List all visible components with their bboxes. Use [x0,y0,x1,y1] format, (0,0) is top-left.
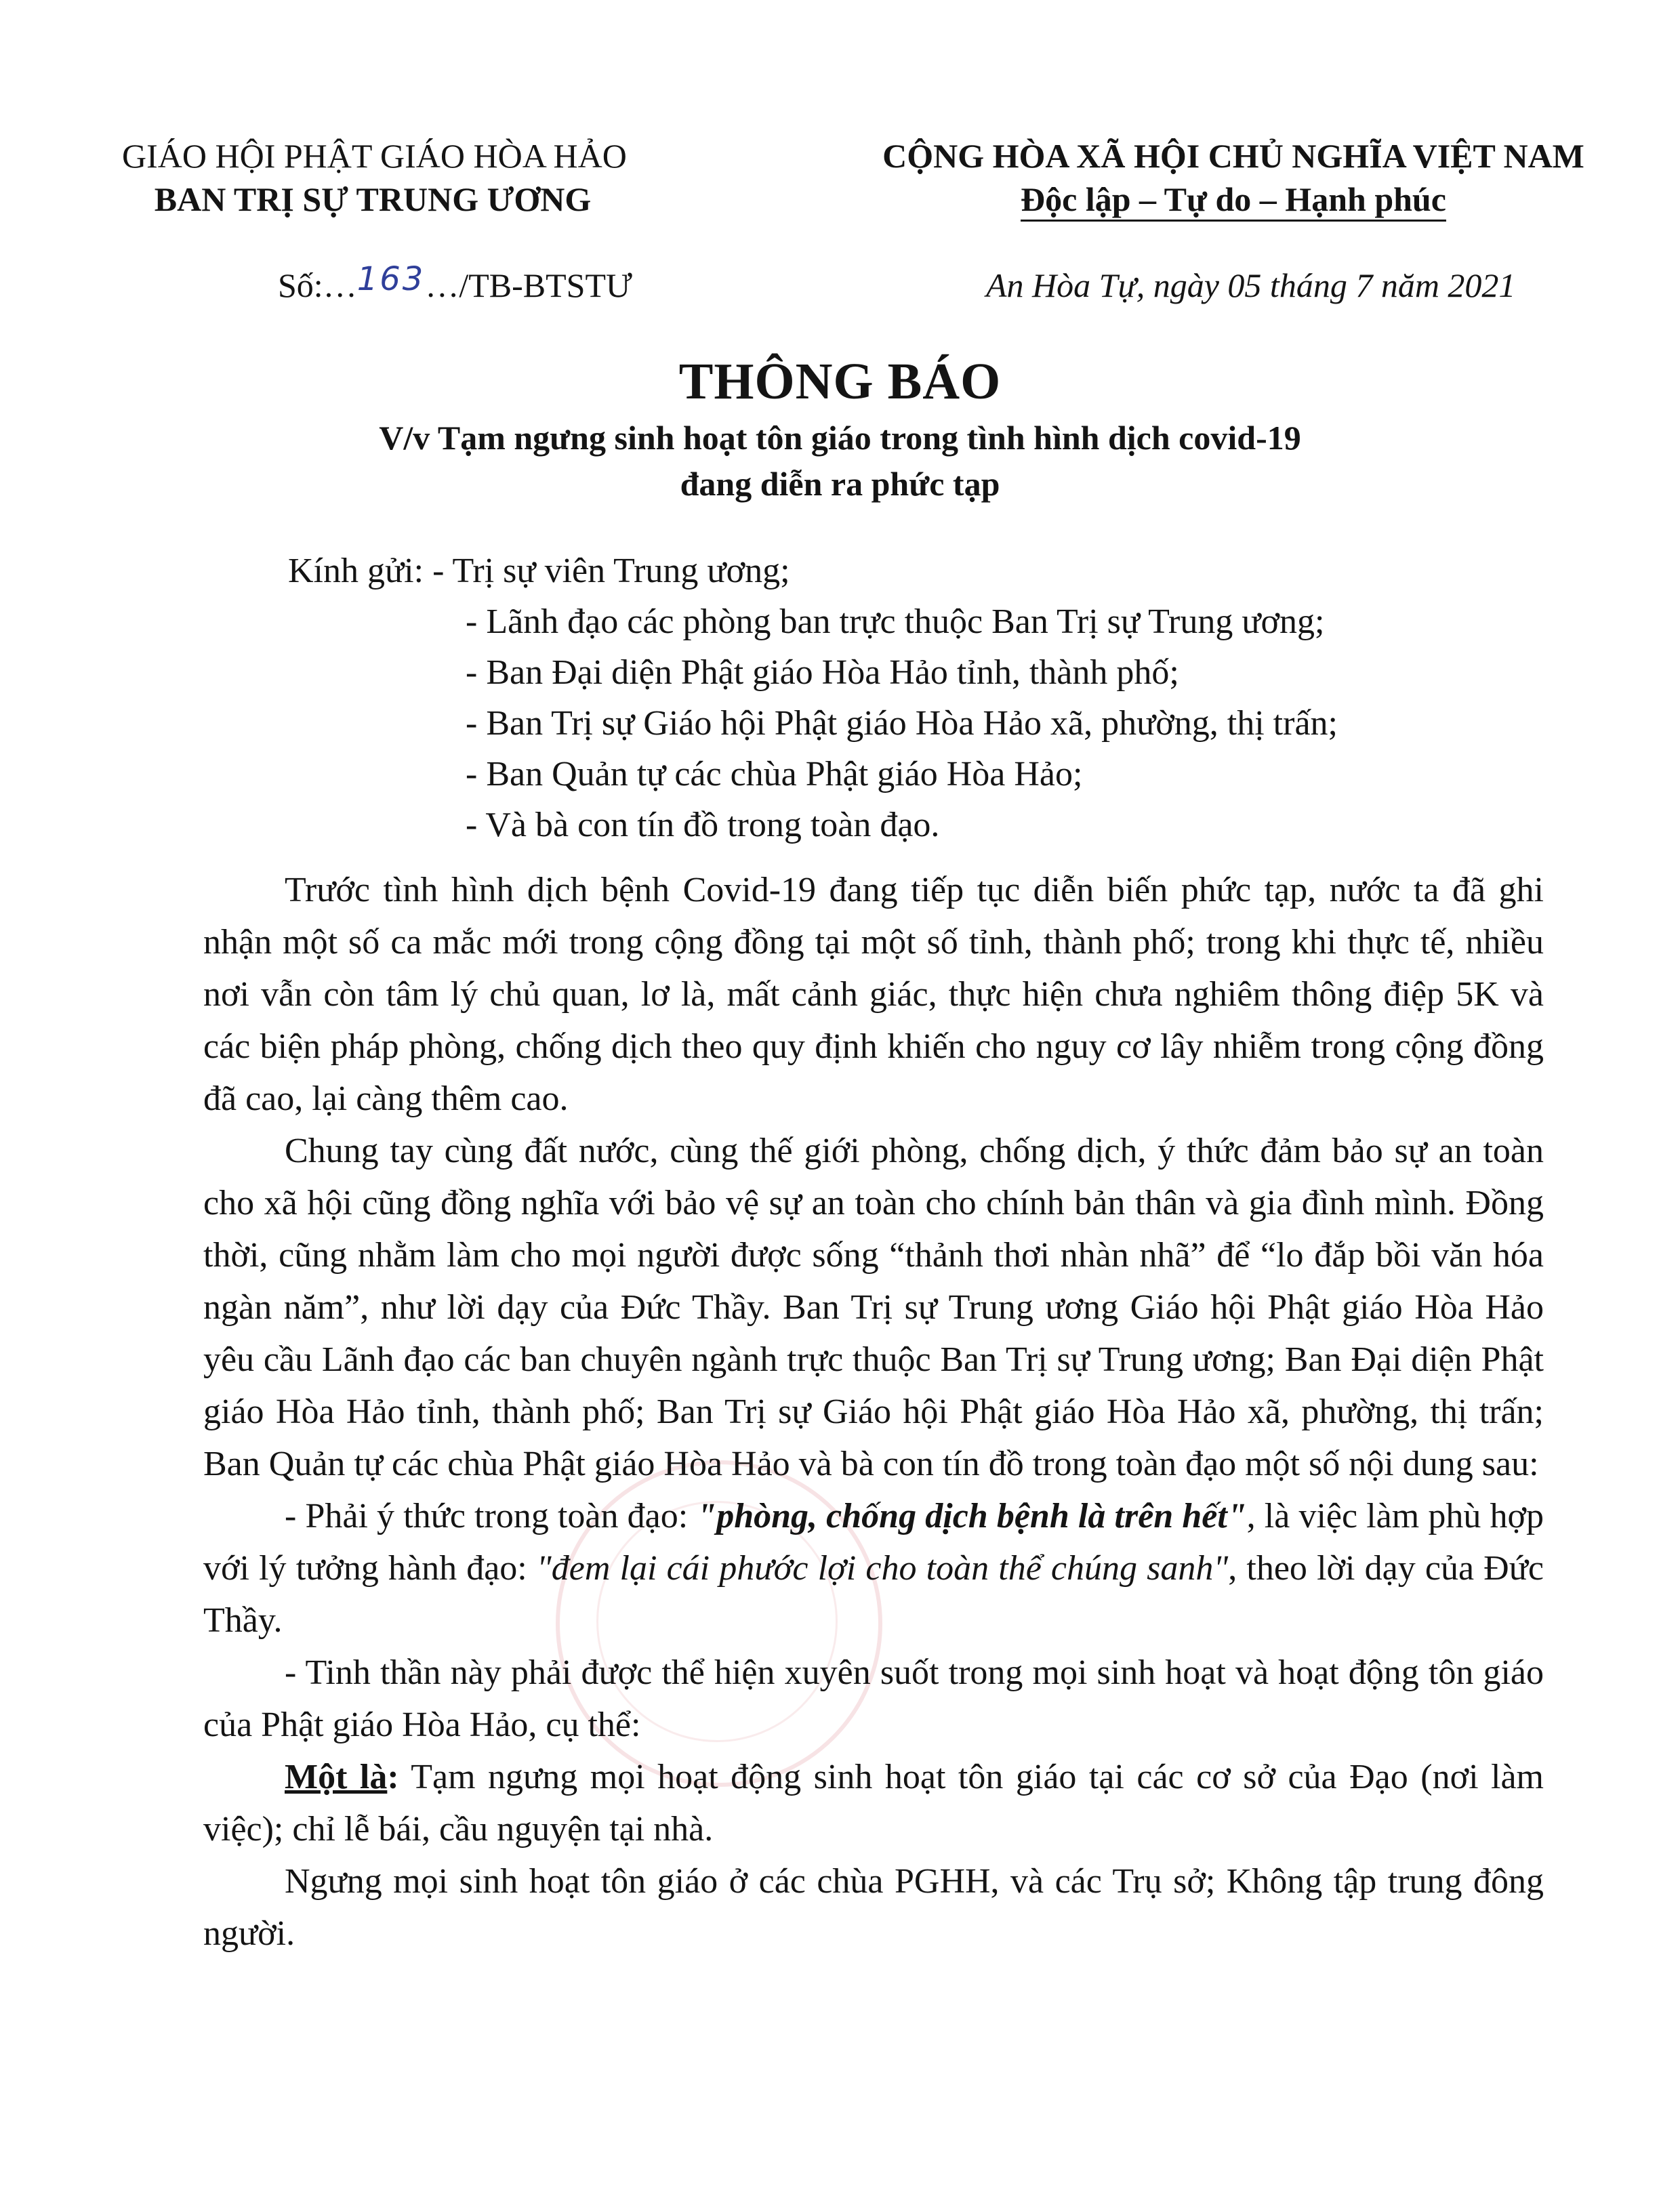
body-paragraph-request: Chung tay cùng đất nước, cùng thế giới phòng, chống dịch, ý thức đảm bảo sự an toàn cho xã hội cũng đồng nghĩa với bảo vệ sự an toàn cho chính bản thân và gia đình mình. Đồng thời, cũng nhằm làm cho mọi người được sống “thảnh thơi nhàn nhã” để “lo đắp bồi văn hóa ngàn năm”, như lời dạy của Đức Thầy. Ban Trị sự Trung ương Giáo hội Phật giáo Hòa Hảo yêu cầu Lãnh đạo các ban chuyên ngành trực thuộc Ban Trị sự Trung ương; Ban Đại diện Phật giáo Hòa Hảo tỉnh, thành phố; Ban Trị sự Giáo hội Phật giáo Hòa Hảo xã, phường, thị trấn; Ban Quản tự các chùa Phật giáo Hòa Hảo và bà con tín đồ trong toàn đạo một số nội dung sau: [203,1132,1544,1483]
national-motto [840,178,1626,221]
subject-line-2: đang diễn ra phức tạp [680,465,1000,503]
awareness-text-3: , theo lời dạy của Đức Thầy. [203,1549,1544,1640]
document-number-prefix: Số: [278,266,323,304]
body-paragraph-spirit: - Tinh thần này phải được thể hiện xuyên suốt trong mọi sinh hoạt và hoạt động tôn giáo của Phật giáo Hòa Hảo, cụ thể: [203,1653,1544,1744]
item-one-label-text: Một là [285,1758,388,1796]
body-paragraph-awareness [203,1490,1544,1647]
recipient-item: - Ban Quản tự các chùa Phật giáo Hòa Hảo; [466,755,1083,793]
item-one-label [285,1758,399,1796]
national-motto-text: Độc lập – Tự do – Hạnh phúc [1021,180,1446,222]
issuer-department: BAN TRỊ SỰ TRUNG ƯƠNG [154,180,592,218]
national-heading [840,134,1626,221]
place-and-date: An Hòa Tự, ngày 05 tháng 7 năm 2021 [986,266,1516,304]
body-paragraph-context: Trước tình hình dịch bệnh Covid-19 đang tiếp tục diễn biến phức tạp, nước ta đã ghi nhận một số ca mắc mới trong cộng đồng tại một số tỉnh, thành phố; trong khi thực tế, nhiều nơi vẫn còn tâm lý chủ quan, lơ là, mất cảnh giác, thực hiện chưa nghiêm thông điệp 5K và các biện pháp phòng, chống dịch theo quy định khiến cho nguy cơ lây nhiễm trong cộng đồng đã cao, lại càng thêm cao. [203,871,1544,1118]
awareness-slogan: "phòng, chống dịch bệnh là trên hết" [697,1497,1247,1535]
document-number [278,260,632,305]
document-title: THÔNG BÁO [678,353,1002,410]
awareness-quote: "đem lại cái phước lợi cho toàn thể chúng sanh" [536,1549,1229,1588]
recipient-item: - Ban Trị sự Giáo hội Phật giáo Hòa Hảo xã, phường, thị trấn; [466,704,1338,743]
body-paragraph-suspend: Ngưng mọi sinh hoạt tôn giáo ở các chùa PGHH, và các Trụ sở; Không tập trung đông người. [203,1862,1544,1953]
document-number-suffix: …/TB-BTSTƯ [425,266,632,304]
recipients-label: Kính gửi: [288,552,424,590]
issuer-org-name: GIÁO HỘI PHẬT GIÁO HÒA HẢO [122,137,627,175]
recipient-item: - Và bà con tín đồ trong toàn đạo. [466,806,940,844]
recipients-block [288,545,1338,850]
awareness-text-1: - Phải ý thức trong toàn đạo: [285,1497,697,1535]
issuer-block [122,134,627,221]
recipient-item: - Lãnh đạo các phòng ban trực thuộc Ban Trị sự Trung ương; [466,602,1325,641]
document-number-dots: … [323,266,357,304]
recipient-row [288,545,1338,596]
item-one-label-colon: : [387,1758,399,1796]
subject-line-1: V/v Tạm ngưng sinh hoạt tôn giáo trong tình hình dịch covid-19 [379,419,1301,457]
document-subject [0,415,1680,507]
recipient-item: - Ban Đại diện Phật giáo Hòa Hảo tỉnh, thành phố; [466,653,1179,692]
document-number-handwritten: 163 [356,260,426,298]
recipient-item: - Trị sự viên Trung ương; [432,552,790,590]
item-one-text: Tạm ngưng mọi hoạt động sinh hoạt tôn giáo tại các cơ sở của Đạo (nơi làm việc); chỉ lễ bái, cầu nguyện tại nhà. [203,1758,1544,1849]
awareness-text-2: , là việc làm phù hợp với lý tưởng hành đạo: [203,1497,1544,1588]
document-body [203,864,1544,1960]
national-title: CỘNG HÒA XÃ HỘI CHỦ NGHĨA VIỆT NAM [882,137,1584,175]
body-paragraph-item-one [203,1751,1544,1855]
